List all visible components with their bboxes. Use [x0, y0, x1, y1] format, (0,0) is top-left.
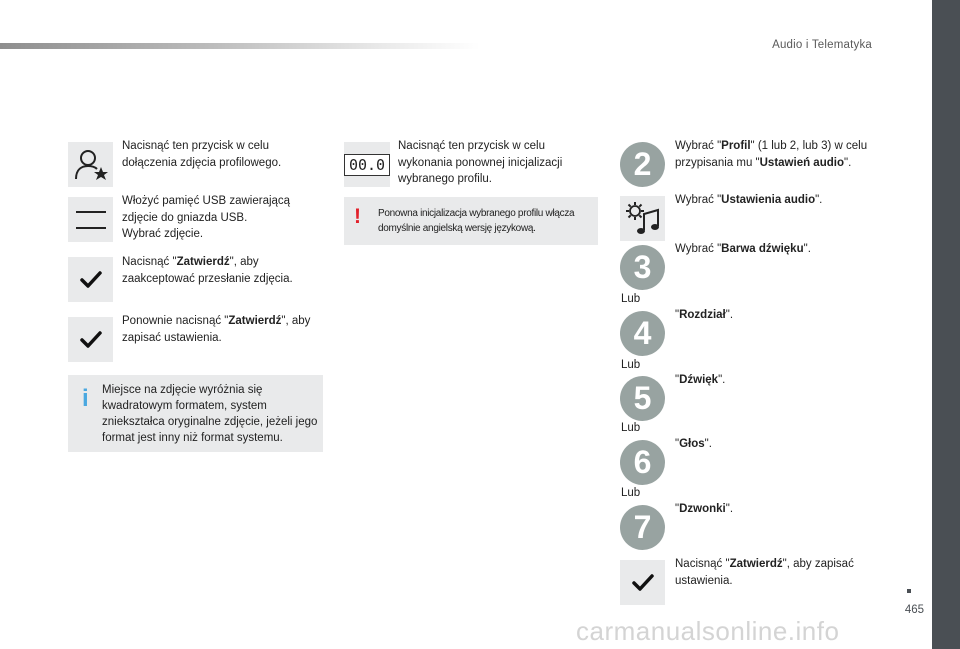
step-confirm-upload-text: [122, 254, 322, 287]
text-bold: Dzwonki: [679, 503, 726, 515]
checkmark-icon: [80, 331, 102, 349]
step-number-3: 3: [620, 245, 665, 290]
reset-display-icon: 00.0: [344, 154, 390, 176]
audio-settings-icon: [624, 200, 662, 238]
page-marker: [907, 589, 911, 593]
step-usb-text: [122, 193, 322, 243]
text-bold: Zatwierdź: [729, 558, 783, 570]
text-post: ".: [725, 503, 734, 515]
checkmark-icon: [632, 574, 654, 592]
text-post: ".: [718, 374, 726, 386]
text-pre: Nacisnąć ": [122, 256, 177, 268]
warning-icon: !: [354, 205, 361, 228]
watermark: carmanualsonline.info: [576, 616, 840, 646]
side-strip: [932, 0, 960, 649]
usb-step-icon-box: [68, 197, 113, 242]
or-label: Lub: [621, 422, 641, 434]
text-bold: Barwa dźwięku: [721, 243, 804, 255]
text-mid: " (1 lub 2, lub 3) w celu przypisania mu ": [675, 140, 868, 169]
step-number-7: 7: [620, 505, 665, 550]
text-pre: ": [675, 503, 680, 515]
text-bold-2: Ustawień audio: [759, 156, 844, 169]
or-label: Lub: [621, 487, 641, 499]
text-bold: Zatwierdź: [176, 256, 230, 268]
text-post: ", aby zapisać ustawienia.: [122, 315, 311, 344]
text-pre: Wybrać ": [675, 194, 722, 206]
step-5-text: [675, 372, 875, 389]
text-bold: Zatwierdź: [228, 315, 282, 327]
header-gradient-bar: [0, 43, 480, 49]
step-4-text: [675, 307, 875, 324]
or-label: Lub: [621, 293, 641, 305]
step-2-text: [675, 138, 875, 171]
text-post: ", aby zaakceptować przesłanie zdjęcia.: [122, 256, 293, 285]
or-label: Lub: [621, 359, 641, 371]
text-post: ".: [725, 309, 734, 321]
section-title: Audio i Telematyka: [772, 39, 872, 51]
audio-settings-button[interactable]: [620, 196, 665, 241]
info-note-box: [68, 375, 323, 452]
text-bold: Ustawienia audio: [721, 194, 816, 206]
info-note-text: Miejsce na zdjęcie wyróżnia się kwadratowym formatem, system zniekształca oryginalne zdjęcie, jeżeli jego format jest inny niż format systemu.: [102, 384, 318, 444]
confirm-upload-button[interactable]: [68, 257, 113, 302]
text-pre: Wybrać ": [675, 243, 722, 255]
step-number-4: 4: [620, 311, 665, 356]
text-pre: Ponownie nacisnąć ": [122, 315, 229, 327]
step-number-5: 5: [620, 376, 665, 421]
text-bold: Głos: [679, 438, 705, 450]
confirm-settings-text: [675, 556, 875, 589]
step-confirm-save-text: [122, 313, 327, 346]
step-usb-line1: Włożyć pamięć USB zawierającą zdjęcie do gniazda USB.: [122, 195, 291, 224]
text-bold: Profil: [721, 140, 751, 152]
confirm-settings-button[interactable]: [620, 560, 665, 605]
text-pre: ": [675, 438, 680, 450]
text-post: ".: [815, 194, 823, 206]
text-post: ".: [704, 438, 712, 450]
text-pre: ": [675, 309, 680, 321]
checkmark-icon: [80, 271, 102, 289]
audio-settings-text: [675, 192, 875, 209]
step-6-text: [675, 436, 875, 453]
text-pre: Nacisnąć ": [675, 558, 730, 570]
warning-note-box: [344, 197, 598, 245]
text-post: ".: [803, 243, 811, 255]
step-3-text: [675, 241, 875, 258]
step-usb-line2: Wybrać zdjęcie.: [122, 228, 204, 240]
reset-profile-text: Nacisnąć ten przycisk w celu wykonania ponownej inicjalizacji wybranego profilu.: [398, 140, 563, 185]
step-number-2: 2: [620, 142, 665, 187]
confirm-save-button[interactable]: [68, 317, 113, 362]
text-pre: Wybrać ": [675, 140, 722, 152]
step-profile-photo-text: Nacisnąć ten przycisk w celu dołączenia zdjęcia profilowego.: [122, 140, 282, 169]
text-bold: Rozdział: [679, 309, 726, 321]
text-post: ".: [843, 156, 852, 169]
reset-profile-button[interactable]: [344, 142, 390, 187]
profile-photo-button[interactable]: [68, 142, 113, 187]
usb-icon: [74, 208, 108, 232]
page-number: 465: [904, 604, 924, 616]
info-icon: i: [82, 385, 89, 412]
text-pre: ": [675, 374, 680, 386]
warning-note-text: Ponowna inicjalizacja wybranego profilu włącza domyślnie angielską wersję językową.: [378, 208, 575, 234]
step-7-text: [675, 501, 875, 518]
text-post: ", aby zapisać ustawienia.: [675, 558, 854, 587]
step-number-6: 6: [620, 440, 665, 485]
profile-star-icon: [73, 147, 109, 183]
text-bold: Dźwięk: [679, 374, 719, 386]
